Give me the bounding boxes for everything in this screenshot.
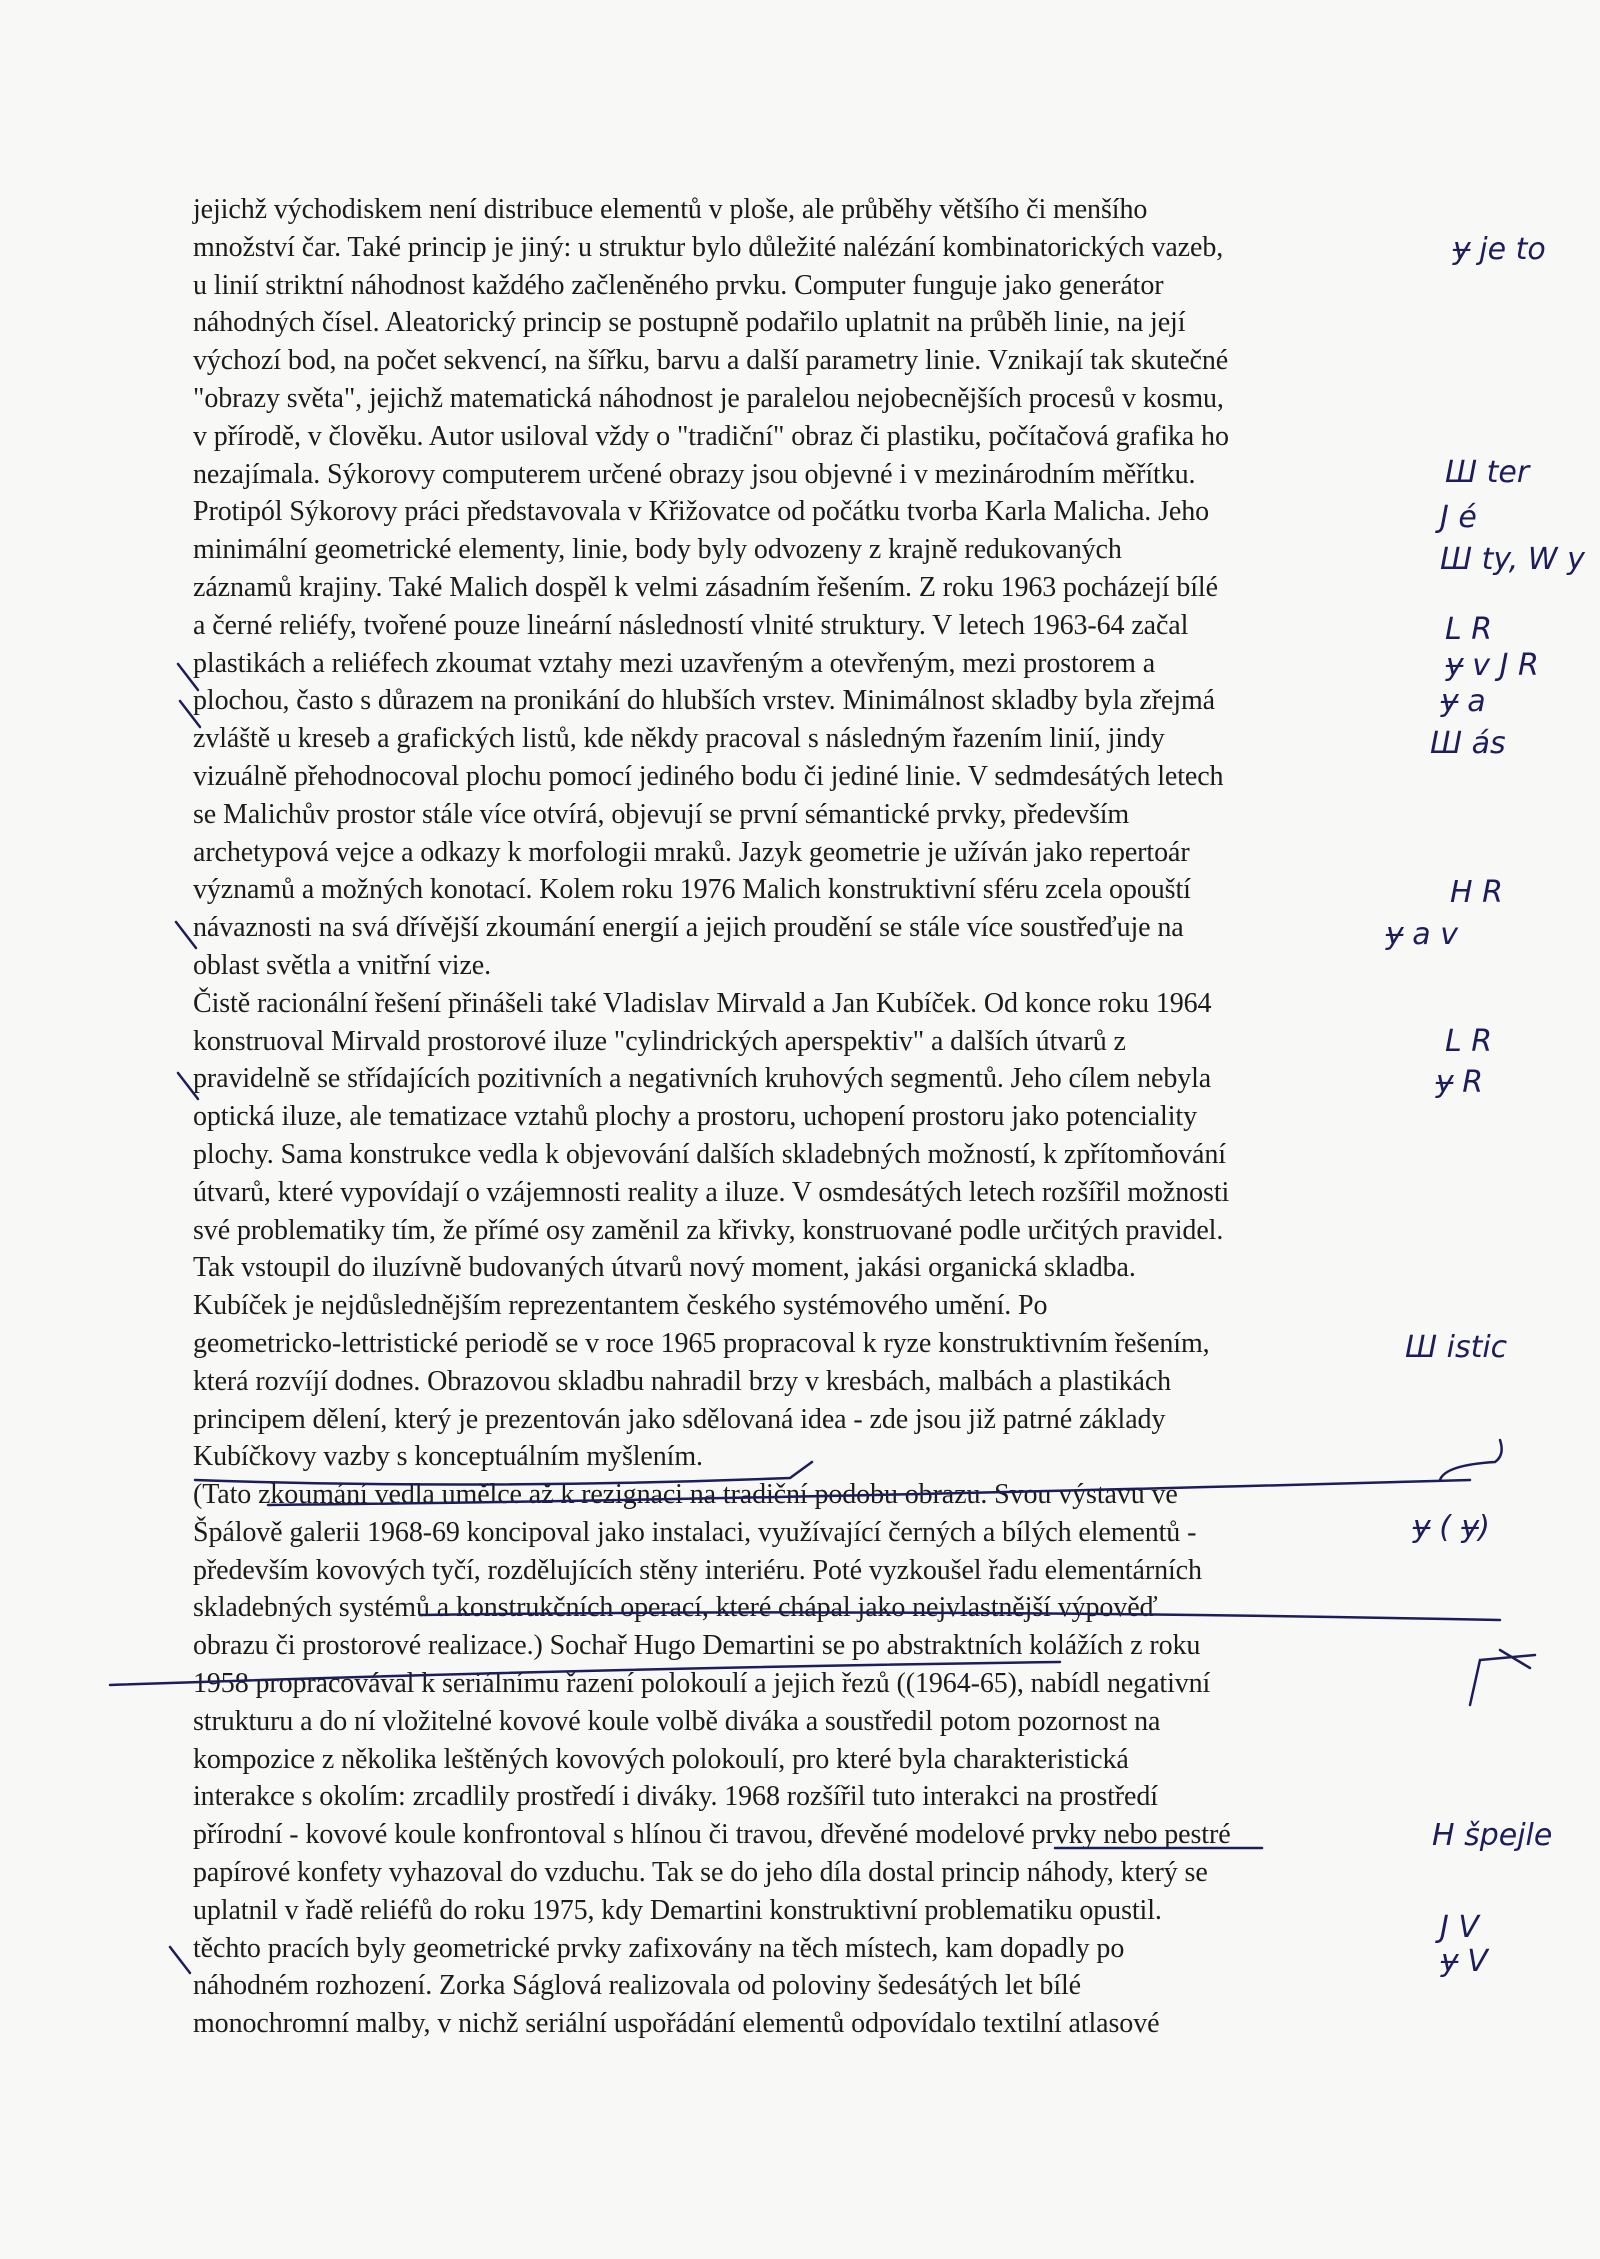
text-line: Kubíčkovy vazby s konceptuálním myšlením. [193, 1441, 703, 1473]
text-line: monochromní malby, v nichž seriální uspořádání elementů odpovídalo textilní atlasové [193, 2008, 1160, 2040]
text-line: záznamů krajiny. Také Malich dospěl k velmi zásadním řešením. Z roku 1963 pocházejí bílé [193, 571, 1218, 603]
text-line: se Malichův prostor stále více otvírá, objevují se první sémantické prvky, především [193, 798, 1130, 830]
margin-note: H R [1450, 875, 1503, 910]
text-line: obrazu či prostorové realizace.) Sochař Hugo Demartini se po abstraktních kolážích z roku [193, 1630, 1201, 1662]
text-line: Čistě racionální řešení přinášeli také Vladislav Mirvald a Jan Kubíček. Od konce roku 1964 [193, 987, 1212, 1019]
margin-note: L R [1445, 1024, 1493, 1059]
margin-note: ɏ R [1435, 1065, 1484, 1100]
text-line: "obrazy světa", jejichž matematická náhodnost je paralelou nejobecnějších procesů v kosmu, [193, 382, 1224, 414]
text-line: své problematiky tím, že přímé osy zaměnil za křivky, konstruované podle určitých pravidel. [193, 1214, 1224, 1246]
text-line: archetypová vejce a odkazy k morfologii mraků. Jazyk geometrie je užíván jako repertoár [193, 836, 1190, 868]
text-line: jejichž východiskem není distribuce elementů v ploše, ale průběhy většího či menšího [193, 194, 1148, 225]
text-line: konstruoval Mirvald prostorové iluze "cylindrických aperspektiv" a dalších útvarů z [193, 1025, 1126, 1057]
text-line: kompozice z několika leštěných kovových polokoulí, pro které byla charakteristická [193, 1743, 1129, 1775]
margin-note: H špejle [1432, 1818, 1553, 1853]
margin-note: Ш ty, W y [1440, 542, 1585, 577]
body-text [193, 191, 1453, 2043]
text-line: principem dělení, který je prezentován jako sdělovaná idea - zde jsou již patrné základy [193, 1403, 1166, 1435]
margin-note: ɏ je to [1452, 232, 1546, 267]
margin-note: ɏ a [1440, 684, 1486, 719]
text-line: pravidelně se střídajících pozitivních a negativních kruhových segmentů. Jeho cílem nebyla [193, 1063, 1212, 1095]
text-line: přírodní - kovové koule konfrontoval s hlínou či travou, dřevěné modelové prvky nebo pestré [193, 1819, 1231, 1851]
text-line: nezajímala. Sýkorovy computerem určené obrazy jsou objevné i v mezinárodním měřítku. [193, 458, 1196, 490]
margin-note: L R [1445, 612, 1493, 647]
text-line: výchozí bod, na počet sekvencí, na šířku, barvu a další parametry linie. Vznikají tak skutečné [193, 345, 1229, 377]
text-line: která rozvíjí dodnes. Obrazovou skladbu nahradil brzy v kresbách, malbách a plastikách [193, 1365, 1172, 1397]
text-line: papírové konfety vyhazoval do vzduchu. Tak se do jeho díla dostal princip náhody, který se [193, 1857, 1208, 1889]
margin-note: ɏ V [1440, 1944, 1488, 1979]
text-line: u linií striktní náhodnost každého začleněného prvku. Computer funguje jako generátor [193, 269, 1164, 301]
text-line: uplatnil v řadě reliéfů do roku 1975, kdy Demartini konstruktivní problematiku opustil. [193, 1894, 1162, 1926]
text-line: plochy. Sama konstrukce vedla k objevování dalších skladebných možností, k zpřítomňování [193, 1138, 1226, 1170]
text-line: náhodném rozhození. Zorka Ságlová realizovala od poloviny šedesátých let bílé [193, 1970, 1081, 2002]
text-line: především kovových tyčí, rozdělujících stěny interiéru. Poté vyzkoušel řadu elementárních [193, 1554, 1202, 1586]
text-line: 1958 propracovával k seriálnímu řazení polokoulí a jejich řezů ((1964-65), nabídl negativní [193, 1668, 1211, 1700]
text-line: skladebných systémů a konstrukčních operací, které chápal jako nejvlastnější výpověď [193, 1592, 1158, 1624]
text-line: interakce s okolím: zrcadlily prostředí i diváky. 1968 rozšířil tuto interakci na prostředí [193, 1781, 1158, 1813]
text-line: plochou, často s důrazem na pronikání do hlubších vrstev. Minimálnost skladby byla zřejmá [193, 685, 1215, 717]
text-line: (Tato zkoumání vedla umělce až k rezignaci na tradiční podobu obrazu. Svou výstavu ve [193, 1479, 1178, 1511]
text-line: a černé reliéfy, tvořené pouze lineární následností vlnité struktury. V letech 1963-64 začal [193, 609, 1189, 641]
insert-mark [170, 1947, 190, 1973]
bracket-mark [1500, 1650, 1530, 1668]
text-line: Kubíček je nejdůslednějším reprezentantem českého systémového umění. Po [193, 1290, 1048, 1322]
text-line: významů a možných konotací. Kolem roku 1976 Malich konstruktivní sféru zcela opouští [193, 874, 1191, 906]
text-line: geometricko-lettristické periodě se v roce 1965 propracoval k ryze konstruktivním řešením, [193, 1327, 1210, 1359]
text-line: vizuálně přehodnocoval plochu pomocí jediného bodu či jediné linie. V sedmdesátých letech [193, 760, 1224, 792]
margin-note: ɏ a v [1385, 917, 1458, 952]
text-line: strukturu a do ní vložitelné kovové koule volbě diváka a soustředil potom pozornost na [193, 1705, 1161, 1737]
margin-note: Ш ter [1445, 455, 1530, 490]
margin-note: Ш ás [1430, 726, 1506, 761]
text-line: Protipól Sýkorovy práci představovala v Křižovatce od počátku tvorba Karla Malicha. Jeho [193, 496, 1210, 528]
text-line: návaznosti na svá dřívější zkoumání energií a jejich proudění se stále více soustřeďuje na [193, 912, 1184, 944]
text-line: náhodných čísel. Aleatorický princip se postupně podařilo uplatnit na průběh linie, na její [193, 307, 1186, 339]
margin-note: J é [1440, 500, 1477, 535]
text-line: optická iluze, ale tematizace vztahů plochy a prostoru, uchopení prostoru jako potenciality [193, 1101, 1197, 1133]
text-line: v přírodě, v člověku. Autor usiloval vždy o "tradiční" obraz či plastiku, počítačová grafika ho [193, 420, 1229, 452]
margin-note: Ш istic [1405, 1330, 1508, 1365]
text-line: Tak vstoupil do iluzívně budovaných útvarů nový moment, jakási organická skladba. [193, 1252, 1136, 1284]
bracket-mark [1470, 1655, 1535, 1705]
margin-note: ɏ ( ɏ) [1412, 1510, 1490, 1545]
text-line: množství čar. Také princip je jiný: u struktur bylo důležité nalézání kombinatorických vazeb, [193, 231, 1224, 263]
margin-note: J V [1440, 1910, 1479, 1945]
text-line: plastikách a reliéfech zkoumat vztahy mezi uzavřeným a otevřeným, mezi prostorem a [193, 647, 1156, 679]
text-line: útvarů, které vypovídají o vzájemnosti reality a iluze. V osmdesátých letech rozšířil možnosti [193, 1176, 1230, 1208]
text-line: těchto pracích byly geometrické prvky zafixovány na těch místech, kam dopadly po [193, 1932, 1125, 1964]
text-line: oblast světla a vnitřní vize. [193, 949, 492, 981]
text-line: zvláště u kreseb a grafických listů, kde někdy pracoval s následným řazením linií, jindy [193, 723, 1165, 755]
text-line: Špálově galerii 1968-69 koncipoval jako instalaci, využívající černých a bílých elementů - [193, 1516, 1197, 1548]
text-line: minimální geometrické elementy, linie, body byly odvozeny z krajně redukovaných [193, 534, 1122, 566]
margin-note: ɏ v J R [1445, 648, 1539, 683]
